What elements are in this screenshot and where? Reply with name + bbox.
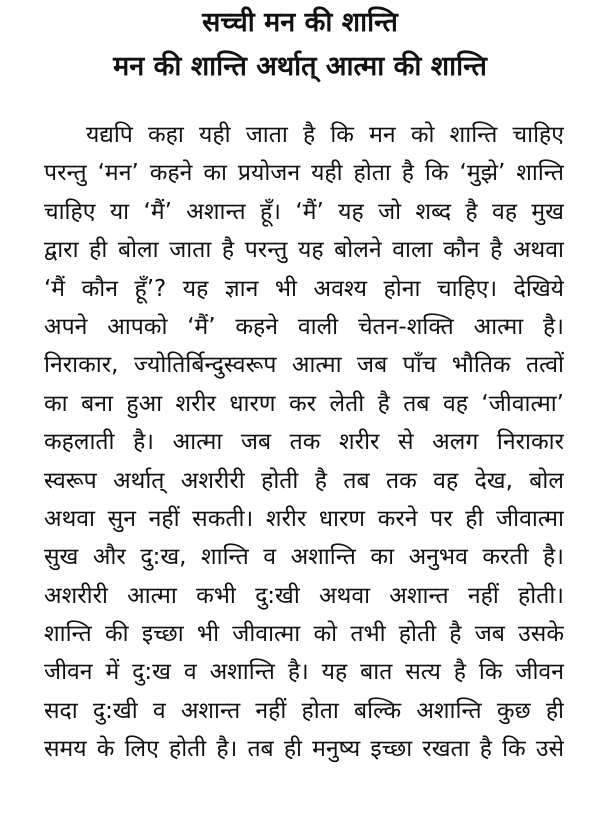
- paragraph-line: का बना हुआ शरीर धारण कर लेती है तब वह ‘जीवात्मा’: [44, 390, 564, 417]
- paragraph-line: ‘मैं कौन हूँ’? यह ज्ञान भी अवश्य होना चाहिए। देखिये: [44, 275, 564, 302]
- paragraph-line: शान्ति की इच्छा भी जीवात्मा को तभी होती है जब उसके: [44, 621, 564, 648]
- paragraph-line: जीवन में दु:ख व अशान्ति है। यह बात सत्य है कि जीवन: [44, 659, 564, 686]
- page-subtitle: मन की शान्ति अर्थात् आत्मा की शान्ति: [113, 51, 487, 82]
- paragraph-line: स्वरूप अर्थात् अशरीरी होती है तब तक वह देख, बोल: [44, 467, 564, 494]
- paragraph-line: अपने आपको ‘मैं’ कहने वाली चेतन-शक्ति आत्मा है।: [44, 313, 564, 340]
- page-title: सच्ची मन की शान्ति: [202, 7, 398, 38]
- paragraph-line: अथवा सुन नहीं सकती। शरीर धारण करने पर ही जीवात्मा: [44, 505, 564, 532]
- paragraph-line: सुख और दु:ख, शान्ति व अशान्ति का अनुभव करती है।: [44, 544, 564, 571]
- paragraph-line: सदा दु:खी व अशान्त नहीं होता बल्कि अशान्ति कुछ ही: [44, 697, 564, 724]
- body-paragraph: [44, 116, 564, 769]
- paragraph-line: चाहिए या ‘मैं’ अशान्त हूँ। ‘मैं’ यह जो शब्द है वह मुख: [44, 198, 564, 225]
- paragraph-line: अशरीरी आत्मा कभी दु:खी अथवा अशान्त नहीं होती।: [44, 582, 564, 609]
- paragraph-line: निराकार, ज्योतिर्बिन्दुस्वरूप आत्मा जब पाँच भौतिक तत्वों: [44, 352, 564, 379]
- paragraph-line: कहलाती है। आत्मा जब तक शरीर से अलग निराकार: [44, 429, 564, 456]
- paragraph-line: समय के लिए होती है। तब ही मनुष्य इच्छा रखता है कि उसे: [44, 736, 564, 763]
- paragraph-line: द्वारा ही बोला जाता है परन्तु यह बोलने वाला कौन है अथवा: [44, 237, 564, 264]
- paragraph-line: यद्यपि कहा यही जाता है कि मन को शान्ति चाहिए: [86, 122, 564, 148]
- paragraph-line: परन्तु ‘मन’ कहने का प्रयोजन यही होता है कि ‘मुझे’ शान्ति: [44, 160, 564, 187]
